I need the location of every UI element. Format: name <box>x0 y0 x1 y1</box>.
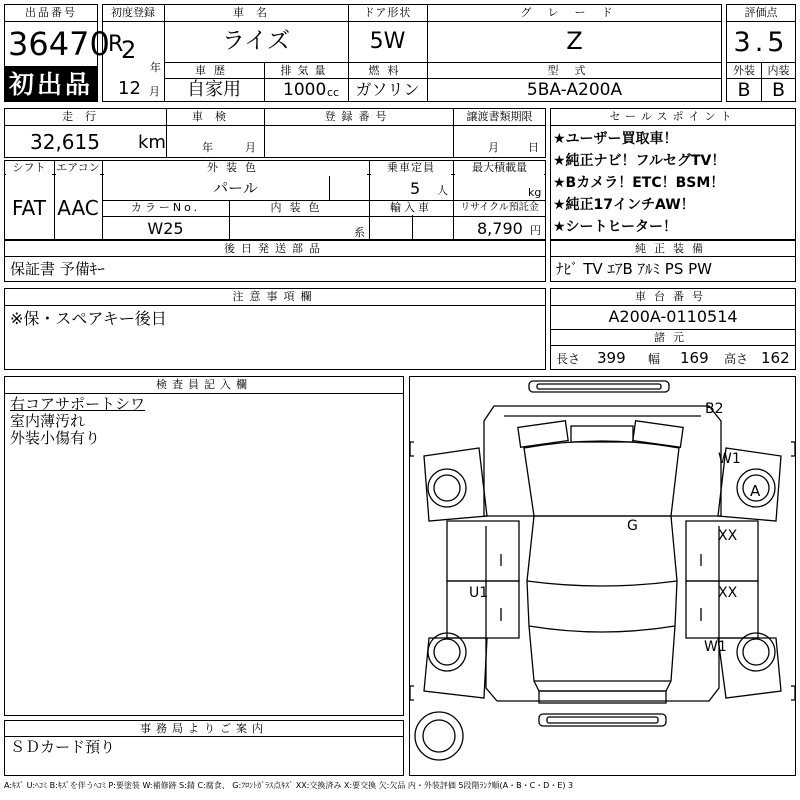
era-letter: R <box>108 32 124 57</box>
ext-color: パール <box>213 179 258 197</box>
month-unit: 月 <box>149 85 160 98</box>
dims-label: 諸元 <box>552 331 794 345</box>
sales-point-3: ★Bカメラ！ETC！BSM！ <box>553 175 725 191</box>
recycle: 8,790 <box>477 219 523 238</box>
exterior-label: 外装 <box>728 64 760 78</box>
equipment-label: 純正装備 <box>552 242 794 256</box>
history-label: 車歴 <box>166 64 262 78</box>
displacement-unit: cc <box>327 86 340 99</box>
car-name-label: 車名 <box>166 6 346 20</box>
mark-w1-front-right: W1 <box>718 451 741 467</box>
later-parts-label: 後日発送部品 <box>6 242 544 256</box>
car-diagram <box>409 376 796 776</box>
office-label: 事務局よりご案内 <box>6 722 402 736</box>
grade: Z <box>566 27 583 55</box>
sales-point-1: ★ユーザー買取車！ <box>553 131 678 147</box>
model-label: 型式 <box>429 64 720 78</box>
inspector-line-3: 外装小傷有り <box>10 429 101 447</box>
mark-xx-front-door: XX <box>718 528 738 544</box>
load-unit: kg <box>528 186 542 199</box>
inspector-label: 検査員記入欄 <box>6 378 402 392</box>
car-name: ライズ <box>221 28 291 54</box>
capacity-label: 乗車定員 <box>371 161 451 175</box>
height: 162 <box>761 349 790 367</box>
mileage-label: 走行 <box>6 110 164 124</box>
model: 5BA-A200A <box>526 80 623 100</box>
door-label: ドア形状 <box>350 6 425 20</box>
length-label: 長さ <box>556 352 581 366</box>
inspection-month-unit: 月 <box>245 141 256 154</box>
sales-points-label: セールスポイント <box>552 110 794 124</box>
score: 3.5 <box>733 27 789 58</box>
load-label: 最大積載量 <box>455 161 544 175</box>
sales-point-5: ★シートヒーター！ <box>553 219 677 235</box>
displacement: 1000 <box>283 80 327 100</box>
notes: ※保・スペアキー後日 <box>10 309 167 328</box>
score-label: 評価点 <box>728 6 794 20</box>
lot-number: 36470 <box>8 25 110 63</box>
import-label: 輸入車 <box>371 201 451 215</box>
grade-label: グレード <box>429 6 720 20</box>
reg-month: 12 <box>118 78 141 99</box>
inspector-line-2: 室内薄汚れ <box>10 412 86 430</box>
ac-label: エアコン <box>56 161 100 174</box>
mark-b2: B2 <box>705 401 724 417</box>
shift: FAT <box>11 196 46 220</box>
door: 5W <box>369 29 406 54</box>
width-label: 幅 <box>648 352 661 366</box>
office-text: ＳＤカード預り <box>10 738 116 756</box>
capacity: 5 <box>410 179 421 198</box>
width: 169 <box>680 349 709 367</box>
mark-a-front-tire: A <box>750 482 761 500</box>
color-no-label: カラーNo. <box>104 201 227 215</box>
color-no: W25 <box>147 219 184 238</box>
history: 自家用 <box>187 79 241 100</box>
mark-w1-rear-right: W1 <box>704 639 727 655</box>
mark-xx-rear-door: XX <box>718 585 738 601</box>
inspection-year-unit: 年 <box>202 141 213 154</box>
mileage: 32,615 <box>30 130 100 154</box>
displacement-label: 排気量 <box>266 64 346 78</box>
legend: A:ｷｽﾞ U:ﾍｺﾐ B:ｷｽﾞを伴うﾍｺﾐ P:要塗装 W:補修跡 S:錆 C:腐食、 G:ﾌﾛﾝﾄｶﾞﾗｽ点ｷｽﾞ XX:交換済み X:要交換 欠:欠品 内・外装評価 5段階ﾗﾝｸ順(A・B・C・D・E) 3 <box>4 781 574 790</box>
reg-year-label: 初度登録 <box>104 6 162 20</box>
notes-label: 注意事項欄 <box>6 290 544 304</box>
fuel: ガソリン <box>355 80 420 99</box>
int-color-label: 内装色 <box>231 201 367 215</box>
ac: AAC <box>57 196 99 220</box>
exterior-score: B <box>737 79 751 101</box>
mark-u1-rear-door-left: U1 <box>469 585 489 601</box>
first-listing-badge: 初出品 <box>5 67 97 101</box>
later-parts: 保証書 予備ｷｰ <box>10 260 105 278</box>
year-unit: 年 <box>150 61 161 74</box>
chassis-label: 車台番号 <box>552 290 794 304</box>
chassis-number: A200A-0110514 <box>608 307 738 326</box>
length: 399 <box>597 349 626 367</box>
lot-number-label: 出品番号 <box>6 6 96 20</box>
equipment: ﾅﾋﾞ TV ｴｱB ｱﾙﾐ PS PW <box>556 260 712 278</box>
reg-year: 2 <box>121 36 137 64</box>
interior-score: B <box>771 79 786 101</box>
capacity-unit: 人 <box>437 184 448 197</box>
inspection-label: 車検 <box>168 110 262 124</box>
sales-point-4: ★純正17インチAW！ <box>553 197 695 213</box>
interior-label: 内装 <box>762 64 795 78</box>
int-color-unit: 系 <box>354 226 365 239</box>
plate-label: 登録番号 <box>266 110 451 124</box>
transfer-month-unit: 月 <box>488 141 499 154</box>
inspector-line-1: 右コアサポートシワ <box>10 395 146 413</box>
recycle-label: リサイクル預託金 <box>455 201 544 215</box>
mileage-unit: km <box>138 132 166 153</box>
transfer-day-unit: 日 <box>528 141 539 154</box>
fuel-label: 燃料 <box>350 64 425 78</box>
sales-point-2: ★純正ナビ！フルセグTV！ <box>553 153 726 169</box>
ext-color-label: 外装色 <box>104 161 367 175</box>
recycle-unit: 円 <box>530 224 541 237</box>
mark-g-windshield: G <box>627 518 638 534</box>
transfer-label: 譲渡書類期限 <box>455 110 544 124</box>
height-label: 高さ <box>724 352 749 366</box>
shift-label: シフト <box>6 161 52 175</box>
